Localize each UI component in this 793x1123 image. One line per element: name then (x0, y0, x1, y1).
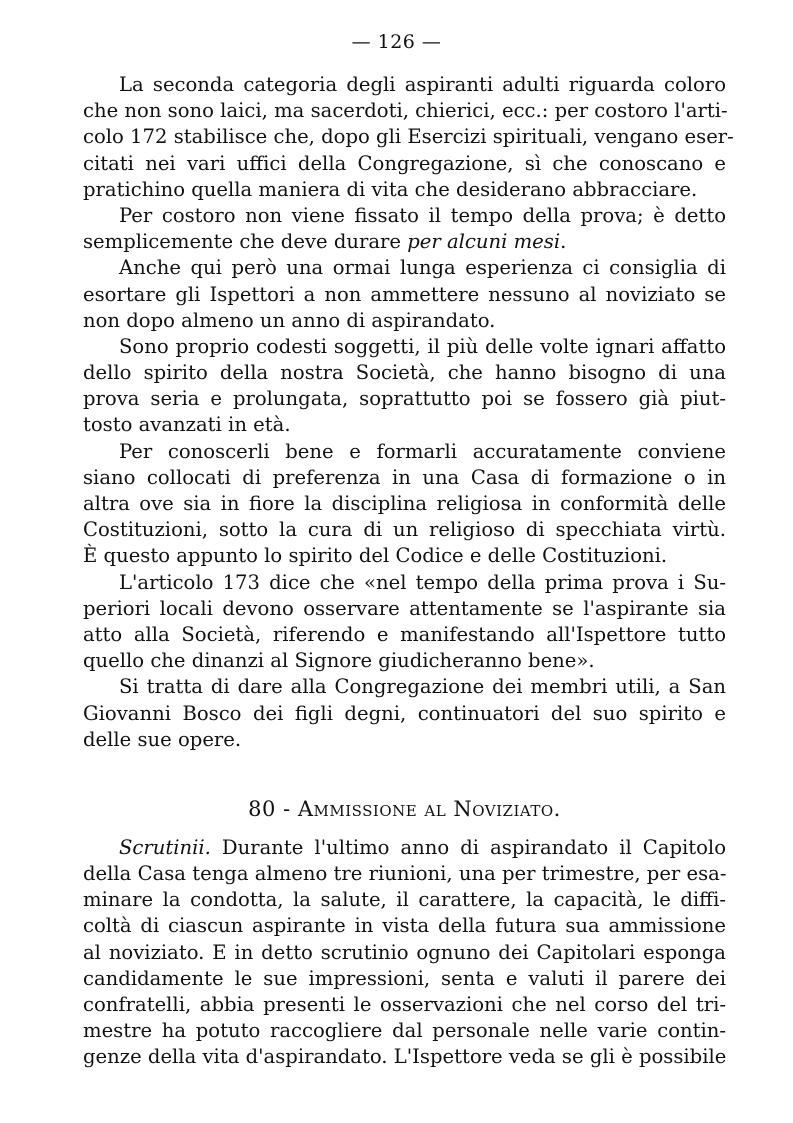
text-run: semplicemente che deve durare (83, 230, 408, 254)
text-line: candidamente le sue impressioni, senta e valuti il parere dei (83, 966, 726, 990)
text-line: pratichino quella maniera di vita che desiderano abbracciare. (83, 177, 698, 201)
text-line: genze della vita d'aspirandato. L'Ispettore veda se gli è possibile (83, 1045, 727, 1069)
text-line: quello che dinanzi al Signore giudicheranno bene». (83, 649, 595, 673)
italic-run-in-heading: Scrutinii. (119, 835, 211, 859)
italic-text-run: per alcuni mesi (407, 230, 561, 254)
text-line: dello spirito della nostra Società, che hanno bisogno di una (83, 361, 726, 385)
text-line: siano collocati di preferenza in una Casa di formazione o in (83, 465, 726, 489)
page-number: — 126 — (351, 31, 442, 53)
text-run: Durante l'ultimo anno di aspirandato il Capitolo (210, 835, 726, 859)
section-title: Ammissione al Noviziato. (297, 796, 561, 821)
text-line: citati nei vari uffici della Congregazione, sì che conoscano e (83, 151, 726, 175)
section-spacer (83, 753, 726, 783)
text-line: Per costoro non viene fissato il tempo della prova; è detto (119, 203, 726, 227)
text-line: È questo appunto lo spirito del Codice e delle Costituzioni. (83, 544, 668, 568)
text-line: colo 172 stabilisce che, dopo gli Esercizi spirituali, vengano eser- (83, 125, 734, 149)
text-line: Per conoscerli bene e formarli accuratamente conviene (119, 439, 726, 463)
text-line: periori locali devono osservare attentamente se l'aspirante sia (83, 596, 726, 620)
text-line-mixed (83, 229, 726, 255)
text-line: Giovanni Bosco dei figli degni, continuatori del suo spirito e (83, 701, 726, 725)
text-line: prova seria e prolungata, soprattutto poi se fossero già piut- (83, 387, 726, 411)
text-line: La seconda categoria degli aspiranti adulti riguarda coloro (119, 73, 726, 96)
text-line: delle sue opere. (83, 727, 242, 751)
section-number: 80 - (248, 796, 298, 821)
text-line-mixed (83, 835, 726, 861)
text-line: della Casa tenga almeno tre riunioni, una per trimestre, per esa- (83, 862, 727, 886)
text-line: esortare gli Ispettori a non ammettere nessuno al noviziato se (83, 282, 726, 306)
text-run: . (560, 230, 567, 254)
text-line: tosto avanzati in età. (83, 413, 291, 437)
text-line: confratelli, abbia presenti le osservazioni che nel corso del tri- (83, 993, 726, 1016)
text-line: al noviziato. E in detto scrutinio ognuno dei Capitolari esponga (83, 940, 726, 964)
text-line: atto alla Società, riferendo e manifestando all'Ispettore tutto (83, 622, 726, 646)
page-body (83, 72, 734, 1071)
text-line: coltà di ciascun aspirante in vista della futura sua ammissione (83, 914, 726, 938)
section-heading (83, 783, 726, 835)
text-line: L'articolo 173 dice che «nel tempo della prima prova i Su- (119, 570, 726, 594)
text-line: Sono proprio codesti soggetti, il più delle volte ignari affatto (119, 334, 726, 358)
text-line: che non sono laici, ma sacerdoti, chierici, ecc.: per costoro l'arti- (83, 99, 728, 123)
text-line: Si tratta di dare alla Congregazione dei membri utili, a San (119, 675, 726, 699)
text-line: Anche qui però una ormai lunga esperienza ci consiglia di (119, 256, 726, 280)
text-line: altra ove sia in fiore la disciplina religiosa in conformità delle (83, 492, 726, 515)
text-line: Costituzioni, sotto la cura di un religioso di specchiata virtù. (83, 518, 726, 542)
text-line: mestre ha potuto raccogliere dal personale nelle varie contin- (83, 1019, 726, 1043)
text-line: non dopo almeno un anno di aspirandato. (83, 308, 496, 332)
text-line: minare la condotta, la salute, il carattere, la capacità, le diffi- (83, 888, 726, 912)
